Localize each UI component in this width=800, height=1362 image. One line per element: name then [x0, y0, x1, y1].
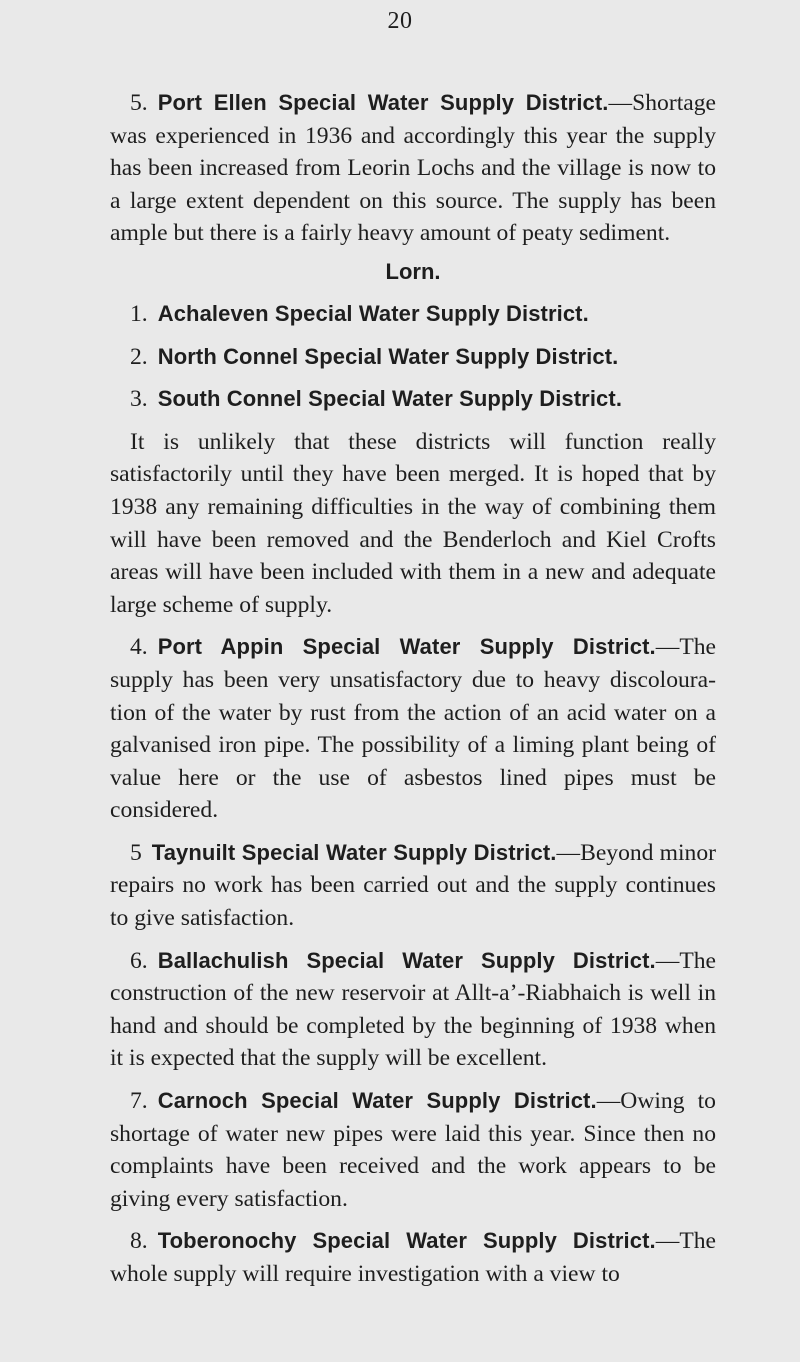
paragraph-number: 7.: [130, 1088, 148, 1115]
port-appin-paragraph: [110, 631, 716, 827]
paragraph-number: 5: [130, 839, 142, 866]
page-number: 20: [387, 8, 413, 34]
paragraph-body: —The supply has been very unsatisfactory due to heavy discoloura-tion of the water by rust from the action of an acid water on a galvanised iron pipe. The possibility of a liming plant being of value here or the use of asbestos lined pipes must be considered.: [110, 634, 716, 824]
ballachulish-paragraph: [110, 945, 716, 1075]
paragraph-number: 8.: [130, 1228, 148, 1255]
port-ellen-paragraph: [110, 87, 716, 250]
list-item-heading: Achaleven Special Water Supply District.: [157, 300, 589, 326]
page-content: [110, 87, 716, 1291]
paragraph-heading: Ballachulish Special Water Supply District.: [157, 947, 656, 973]
paragraph-heading: Port Ellen Special Water Supply District.: [157, 90, 609, 115]
paragraph-body: —The construction of the new reservoir at Allt-a’-Riabhaich is well in hand and should be completed by the beginning of 1938 when it is expected that the supply will be excellent.: [110, 947, 716, 1072]
merge-paragraph: It is unlikely that these districts will function really satisfactorily until they have been merged. It is hoped that by 1938 any remaining difficulties in the way of combining them will have been removed and the Benderloch and Kiel Crofts areas will have been included with them in a new and adequate large scheme of supply.: [110, 428, 716, 618]
list-item-achaleven: [110, 298, 716, 331]
list-item-number: 1.: [130, 300, 148, 327]
taynuilt-paragraph: [110, 837, 716, 935]
paragraph-heading: Carnoch Special Water Supply District.: [157, 1088, 597, 1114]
list-item-number: 3.: [130, 386, 148, 413]
list-item-heading: North Connel Special Water Supply District.: [157, 343, 619, 369]
paragraph-heading: Port Appin Special Water Supply District.: [157, 634, 656, 660]
paragraph-number: 4.: [130, 634, 148, 661]
paragraph-body: —Shortage was experienced in 1936 and accordingly this year the supply has been increased from Leorin Lochs and the village is now to a large extent dependent on this source. The supply has been ample but there is a fairly heavy amount of peaty sediment.: [110, 90, 716, 247]
section-title-lorn: Lorn.: [385, 258, 441, 284]
list-item-heading: South Connel Special Water Supply District.: [157, 386, 623, 412]
list-item-south-connel: [110, 383, 716, 416]
paragraph-number: 5.: [130, 90, 148, 116]
paragraph-heading: Toberonochy Special Water Supply District.: [157, 1228, 656, 1254]
paragraph-body: —Owing to shortage of water new pipes were laid this year. Since then no complaints have been received and the work appears to be giving every satisfaction.: [110, 1088, 716, 1212]
paragraph-body: —Beyond minor repairs no work has been carried out and the supply continues to give satisfaction.: [110, 839, 716, 932]
paragraph-body: —The whole supply will require investigation with a view to: [110, 1228, 716, 1287]
toberonochy-paragraph: [110, 1225, 716, 1290]
carnoch-paragraph: [110, 1085, 716, 1215]
paragraph-heading: Taynuilt Special Water Supply District.: [151, 839, 557, 865]
list-item-north-connel: [110, 341, 716, 374]
list-item-number: 2.: [130, 343, 148, 370]
paragraph-number: 6.: [130, 947, 148, 974]
